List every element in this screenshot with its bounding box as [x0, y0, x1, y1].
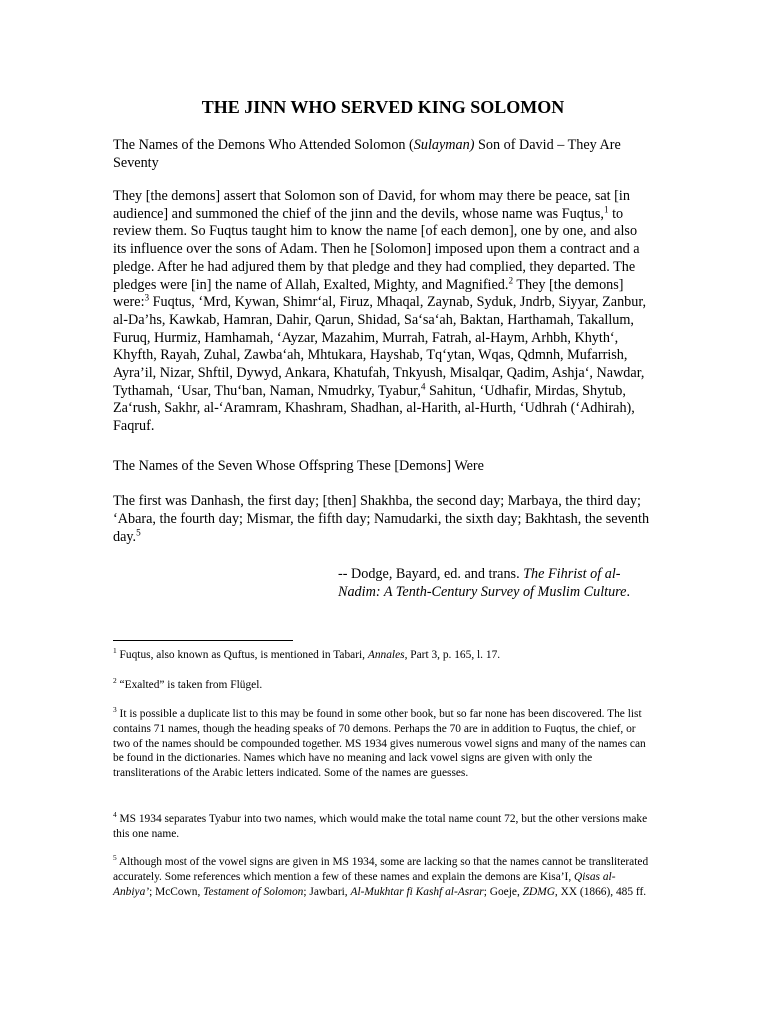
footnote-number: 3: [113, 705, 117, 715]
citation-author: -- Dodge, Bayard, ed. and trans.: [338, 566, 524, 582]
offspring-text: The first was Danhash, the first day; [then] Shakhba, the second day; Marbaya, the third day; ‘Abara, the fourth day; Mismar, the fifth day; Namudarki, the sixth day; Bakhtash, the seventh day.: [113, 493, 650, 545]
subtitle-italic: Sulayman): [413, 137, 475, 153]
footnote-5: [113, 855, 653, 899]
subtitle-text-start: The Names of the Demons Who Attended Solomon (: [113, 137, 414, 153]
paragraph-text-5: Sahitun, ‘Udhafir, Mirdas, Shytub, Za‘rush, Sakhr, al-‘Aramram, Khashram, Shadhan, al-Harith, al-Hurth, ‘Udhrah (‘Adhirah), Faqruf.: [113, 382, 635, 435]
footnote-text: Although most of the vowel signs are given in MS 1934, some are lacking so that the names cannot be transliterated accurately. Some references which mention a few of these names and explain the demons are Kisa’I,: [113, 856, 649, 883]
section-heading-offspring: The Names of the Seven Whose Offspring These [Demons] Were: [113, 458, 484, 474]
citation-end: .: [626, 584, 631, 600]
main-paragraph: [113, 188, 653, 436]
footnote-text: It is possible a duplicate list to this may be found in some other book, but so far none has been discovered. The list contains 71 names, though the heading speaks of 70 demons. Perhaps the 70 are in addition to Fuqtus, the chief, or two of the names should be compounded together. MS 1934 gives numerous vowel signs and many of the names can be found in the dictionaries. Names which have no meaning and lack vowel signs are given with only the transliterations of the Arabic letters indicated. Some of the names are guesses.: [113, 708, 646, 780]
paragraph-text-1: They [the demons] assert that Solomon son of David, for whom may there be peace, sat [in audience] and summoned the chief of the jinn and the devils, whose name was Fuqtus,: [113, 188, 630, 222]
footnote-italic: ZDMG: [522, 885, 555, 898]
footnote-italic: Al-Mukhtar fi Kashf al-Asrar: [350, 885, 484, 898]
footnote-italic: Annales: [367, 649, 405, 661]
paragraph-text-3: They [the demons] were:: [113, 276, 624, 311]
footnote-text: Fuqtus, also known as Quftus, is mentioned in Tabari,: [116, 649, 368, 661]
footnote-number: 4: [113, 810, 117, 820]
footnote-number: 1: [113, 646, 117, 656]
footnote-3: [113, 707, 653, 781]
footnote-text: MS 1934 separates Tyabur into two names, which would make the total name count 72, but the other versions make this one name.: [113, 813, 648, 840]
footnote-text: “Exalted” is taken from Flügel.: [116, 679, 263, 691]
source-citation: [338, 565, 658, 601]
footnote-ref-3: 3: [144, 292, 150, 303]
footnote-ref-5: 5: [136, 527, 141, 538]
footnote-4: [113, 812, 653, 842]
footnote-text: ; Jawbari,: [303, 885, 351, 898]
footnote-italic: Qisas al-Anbiya’: [113, 870, 616, 898]
paragraph-text-4: Fuqtus, ‘Mrd, Kywan, Shimr‘al, Firuz, Mhaqal, Zaynab, Syduk, Jndrb, Siyyar, Zanbur, al-Da’hs, Kawkab, Hamran, Dahir, Qarun, Shidad, Sa‘sa‘ah, Baktan, Harthamah, Takallum, Furuq, Hurmiz, Hamhamah, ‘Ayzar, Mazahim, Murrah, Fatrah, al-Haym, Arhbh, Khyth‘, Khyfth, Rayah, Zuhal, Zawba‘ah, Mhtukara, Hayshab, Tq‘ytan, Wqas, Qdmnh, Mufarrish, Ayra’il, Nizar, Shftil, Dywyd, Ankara, Khatufah, Tnkyush, Misalqar, Qadim, Ashja‘, Nawdar, Tythamah, ‘Usar, Thu‘ban, Naman, Nmudrky, Tyabur,: [113, 294, 647, 399]
footnote-text: ; McCown,: [149, 885, 204, 898]
footnote-number: 2: [113, 676, 117, 686]
section-heading-demon-names: [113, 136, 653, 172]
footnote-text: , XX (1866), 485 ff.: [554, 885, 647, 898]
citation-book-title: The Fihrist of al-Nadim: A Tenth-Century Survey of Muslim Culture: [338, 566, 627, 600]
paragraph-text-2: to review them. So Fuqtus taught him to know the name [of each demon], one by one, and also its influence over the sons of Adam. Then he [Solomon] imposed upon them a contract and a pledge. After he had adjured them by that pledge and they had complied, they departed. The pledges were [in] the name of Allah, Exalted, Mighty, and Magnified.: [113, 205, 640, 293]
footnote-1: [113, 648, 653, 663]
footnote-ref-4: 4: [420, 381, 426, 391]
page-title: THE JINN WHO SERVED KING SOLOMON: [201, 97, 565, 117]
footnote-ref-1: 1: [603, 203, 609, 214]
footnote-ref-2: 2: [508, 274, 514, 285]
footnote-2: [113, 678, 653, 693]
footnote-number: 5: [113, 853, 117, 863]
footnote-text: ; Goeje,: [483, 885, 523, 898]
footnote-divider: [113, 640, 293, 641]
subtitle-text-end: Son of David – They Are Seventy: [113, 137, 621, 171]
offspring-paragraph: [113, 492, 653, 546]
footnote-text: , Part 3, p. 165, l. 17.: [404, 649, 501, 661]
footnote-italic: Testament of Solomon: [203, 885, 304, 898]
